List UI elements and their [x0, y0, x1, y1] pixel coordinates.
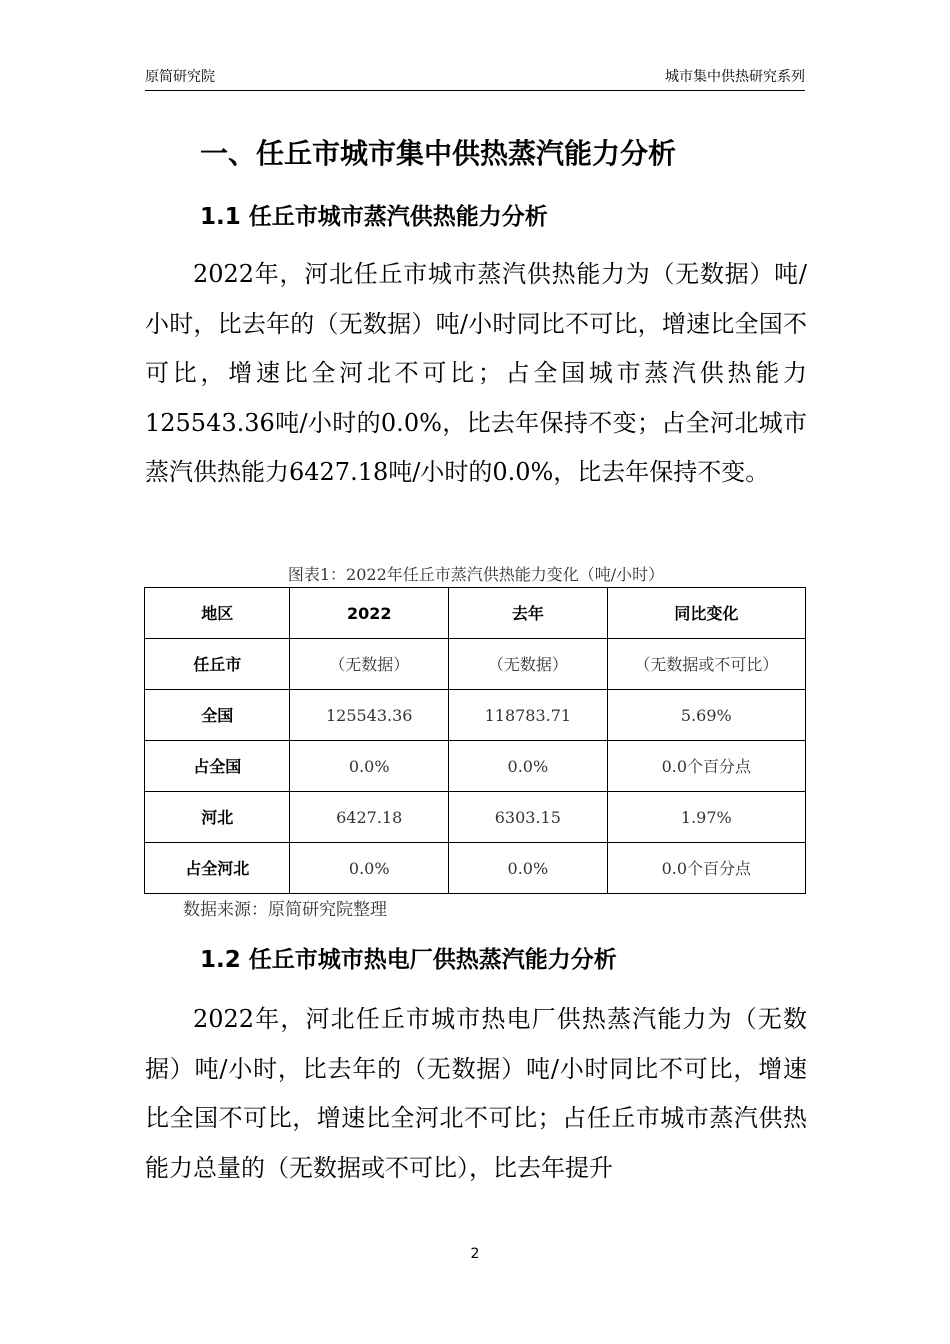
column-header: 地区: [145, 588, 290, 639]
table-row: [145, 843, 806, 894]
table-cell: （无数据或不可比）: [607, 639, 805, 690]
table-caption: 图表1：2022年任丘市蒸汽供热能力变化（吨/小时）: [287, 565, 665, 584]
table-cell: 0.0%: [290, 843, 449, 894]
table-cell: 0.0%: [290, 741, 449, 792]
table-cell: 5.69%: [607, 690, 805, 741]
header-org: 原简研究院: [145, 69, 215, 85]
table-cell: 0.0%: [449, 843, 608, 894]
row-label: 河北: [145, 792, 290, 843]
section-heading-1-2: 1.2 任丘市城市热电厂供热蒸汽能力分析: [200, 947, 617, 973]
table-cell: 0.0%: [449, 741, 608, 792]
table-header-row: [145, 588, 806, 639]
page-number: 2: [470, 1246, 480, 1262]
section-heading-1-1: 1.1 任丘市城市蒸汽供热能力分析: [200, 204, 548, 230]
table-cell: 0.0个百分点: [607, 741, 805, 792]
chapter-title: 一、任丘市城市集中供热蒸汽能力分析: [200, 137, 677, 170]
column-header: 2022: [290, 588, 449, 639]
column-header: 去年: [449, 588, 608, 639]
row-label: 全国: [145, 690, 290, 741]
row-label: 占全国: [145, 741, 290, 792]
table-row: [145, 741, 806, 792]
table-cell: 0.0个百分点: [607, 843, 805, 894]
table-cell: 6303.15: [449, 792, 608, 843]
table-source: 数据来源：原简研究院整理: [183, 900, 387, 920]
section-2-paragraph: 2022年，河北任丘市城市热电厂供热蒸汽能力为（无数据）吨/小时，比去年的（无数据）吨/小时同比不可比，增速比全国不可比，增速比全河北不可比；占任丘市城市蒸汽供热能力总量的（无数据或不可比），比去年提升: [145, 1005, 807, 1182]
header-series: 城市集中供热研究系列: [665, 69, 805, 85]
table-cell: 1.97%: [607, 792, 805, 843]
table-cell: （无数据）: [449, 639, 608, 690]
row-label: 任丘市: [145, 639, 290, 690]
table-cell: 6427.18: [290, 792, 449, 843]
steam-capacity-table: [144, 587, 806, 894]
section-1-paragraph: 2022年，河北任丘市城市蒸汽供热能力为（无数据）吨/小时，比去年的（无数据）吨/小时同比不可比，增速比全国不可比，增速比全河北不可比；占全国城市蒸汽供热能力125543.36吨/小时的0.0%，比去年保持不变；占全河北城市蒸汽供热能力6427.18吨/小时的0.0%，比去年保持不变。: [145, 260, 807, 486]
table-row: [145, 792, 806, 843]
page-header: [145, 66, 805, 91]
table-cell: 118783.71: [449, 690, 608, 741]
column-header: 同比变化: [607, 588, 805, 639]
row-label: 占全河北: [145, 843, 290, 894]
table-cell: （无数据）: [290, 639, 449, 690]
table-row: [145, 690, 806, 741]
table-cell: 125543.36: [290, 690, 449, 741]
table-row: [145, 639, 806, 690]
